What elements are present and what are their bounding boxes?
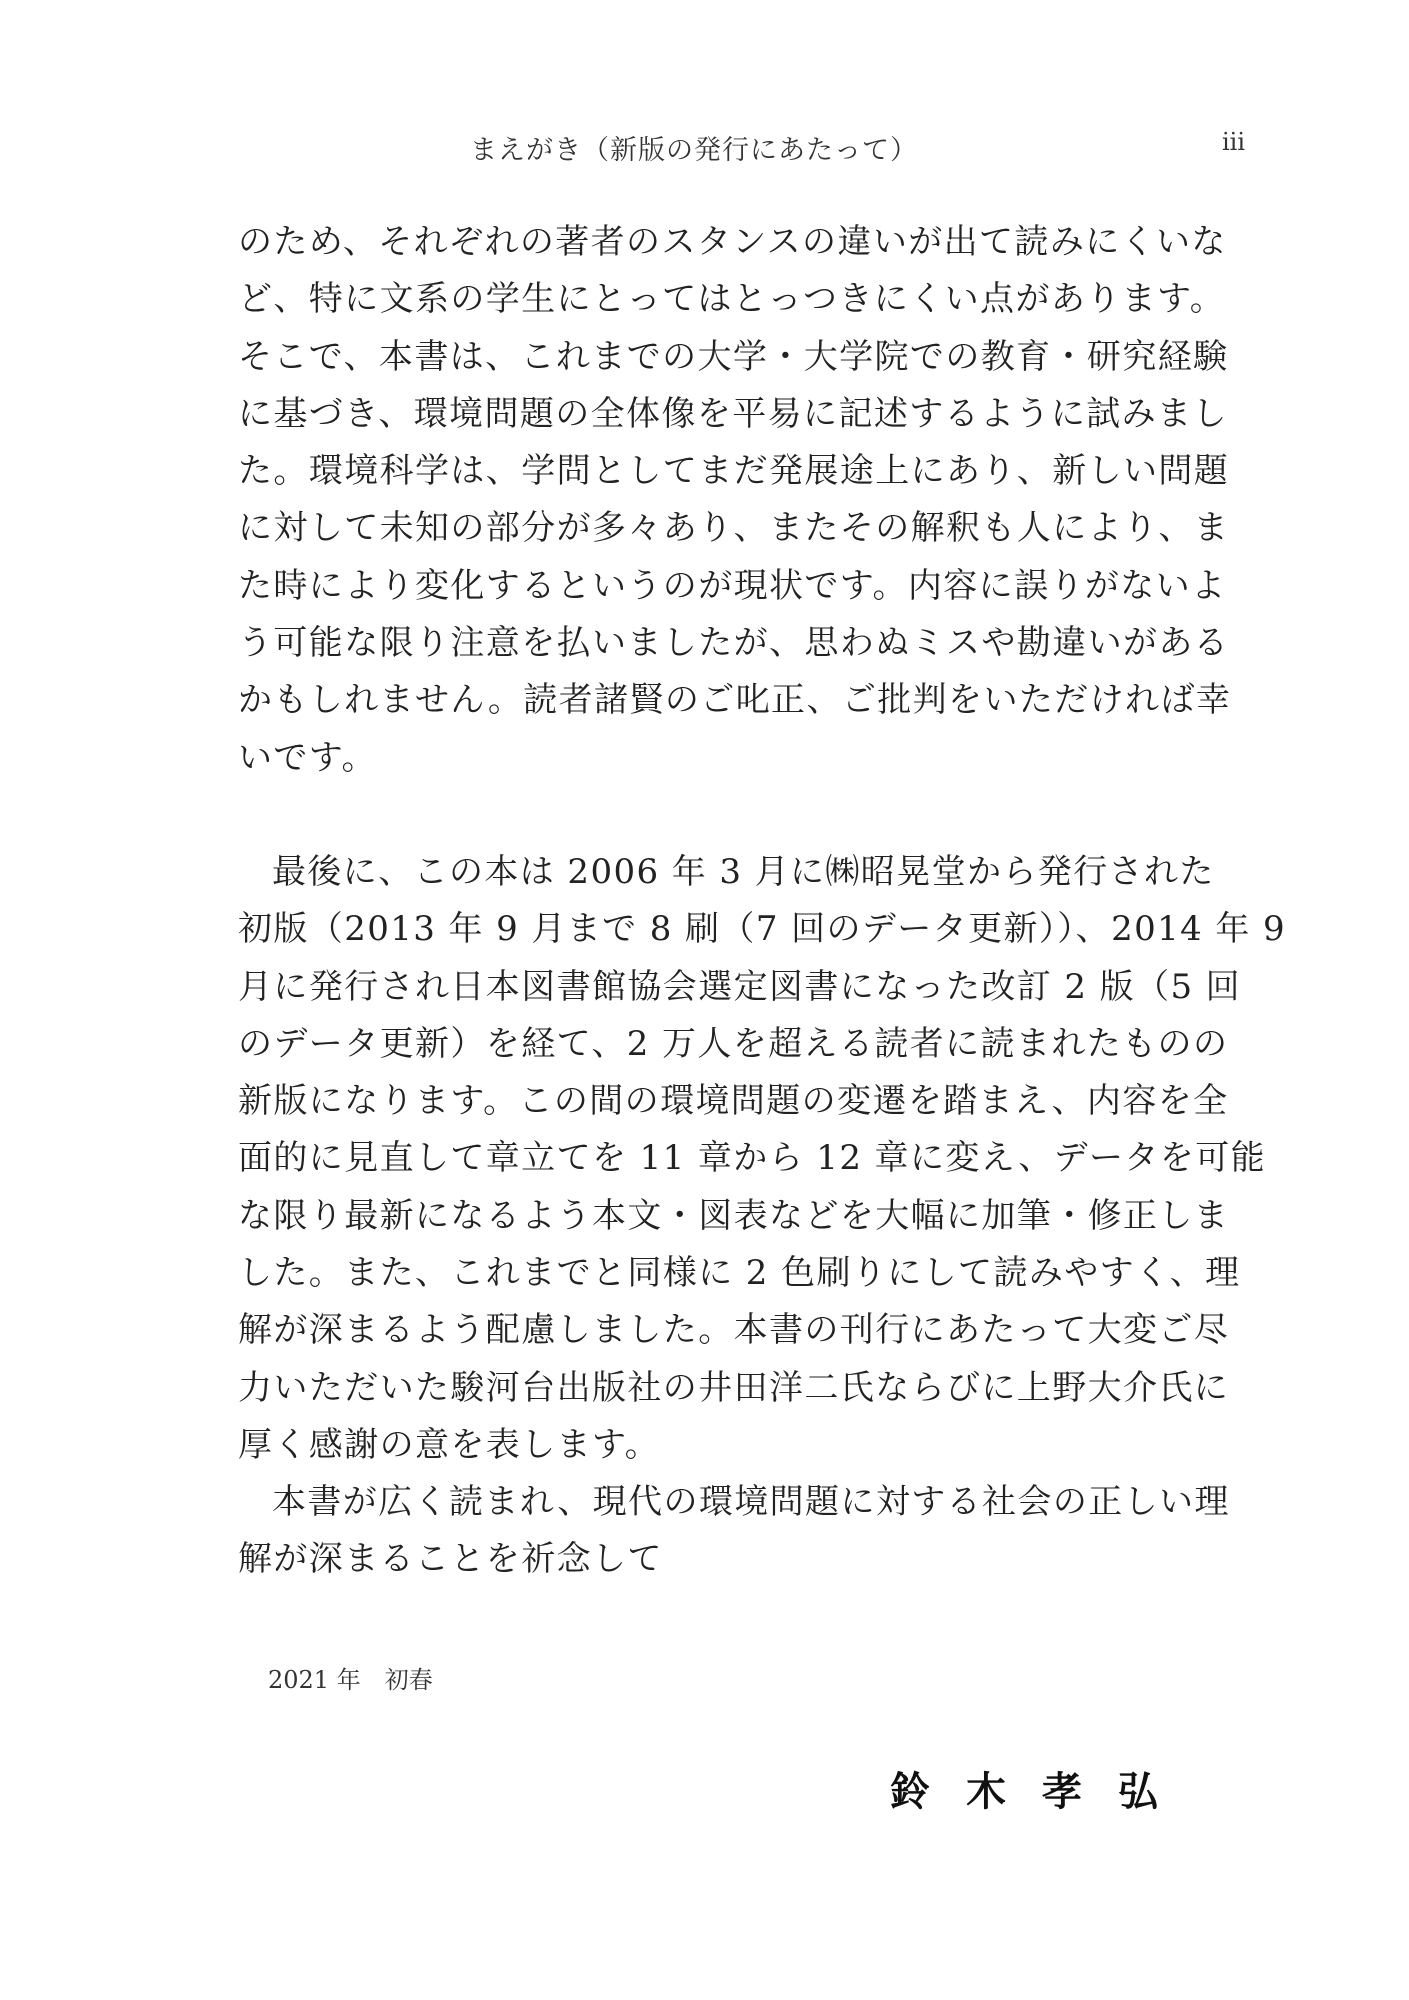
text-line: かもしれません。読者諸賢のご叱正、ご批判をいただければ幸: [238, 680, 1232, 721]
text-line: 初版（2013 年 9 月まで 8 刷（7 回のデータ更新））、2014 年 9: [238, 909, 1287, 950]
text-line: 面的に見直して章立てを 11 章から 12 章に変え、データを可能: [238, 1138, 1266, 1179]
text-line: のため、それぞれの著者のスタンスの違いが出て読みにくいな: [238, 222, 1227, 262]
text-line: 最後に、この本は 2006 年 3 月に㈱昭晃堂から発行された: [272, 852, 1215, 892]
running-header: [0, 128, 1409, 172]
text-line: そこで、本書は、これまでの大学・大学院での教育・研究経験: [238, 336, 1229, 377]
paragraph-1: [238, 214, 1232, 787]
paragraph-2: [238, 844, 1287, 1474]
author-signature: 鈴木孝弘: [890, 1768, 1194, 1815]
text-line: 厚く感謝の意を表します。: [238, 1424, 661, 1465]
text-line: 新版になります。この間の環境問題の変遷を踏まえ、内容を全: [238, 1081, 1229, 1122]
text-line: た。環境科学は、学問としてまだ発展途上にあり、新しい問題: [238, 451, 1230, 492]
paragraph-3: [238, 1474, 1230, 1589]
text-line: 力いただいた駿河台出版社の井田洋二氏ならびに上野大介氏に: [238, 1367, 1230, 1408]
date-line: 2021 年 初春: [268, 1666, 433, 1694]
text-line: に基づき、環境問題の全体像を平易に記述するように試みまし: [238, 393, 1228, 434]
text-line: う可能な限り注意を払いましたが、思わぬミスや勘違いがある: [238, 623, 1230, 664]
text-line: いです。: [238, 737, 377, 778]
text-line: 月に発行され日本図書館協会選定図書になった改訂 2 版（5 回: [238, 966, 1242, 1007]
text-line: 本書が広く読まれ、現代の環境問題に対する社会の正しい理: [272, 1482, 1230, 1522]
text-line: に対して未知の部分が多々あり、またその解釈も人により、ま: [238, 508, 1230, 549]
text-line: 解が深まるよう配慮しました。本書の刊行にあたって大変ご尽: [238, 1310, 1230, 1351]
page-number: iii: [1222, 128, 1246, 156]
text-line: ど、特に文系の学生にとってはとっつきにくい点があります。: [238, 279, 1226, 320]
text-line: した。また、これまでと同様に 2 色刷りにして読みやすく、理: [238, 1253, 1241, 1294]
running-title: まえがき（新版の発行にあたって）: [470, 135, 918, 166]
text-line: 解が深まることを祈念して: [238, 1539, 663, 1580]
text-line: な限り最新になるよう本文・図表などを大幅に加筆・修正しま: [238, 1195, 1230, 1236]
text-line: のデータ更新）を経て、2 万人を超える読者に読まれたものの: [238, 1023, 1229, 1064]
text-line: た時により変化するというのが現状です。内容に誤りがないよ: [238, 565, 1227, 606]
